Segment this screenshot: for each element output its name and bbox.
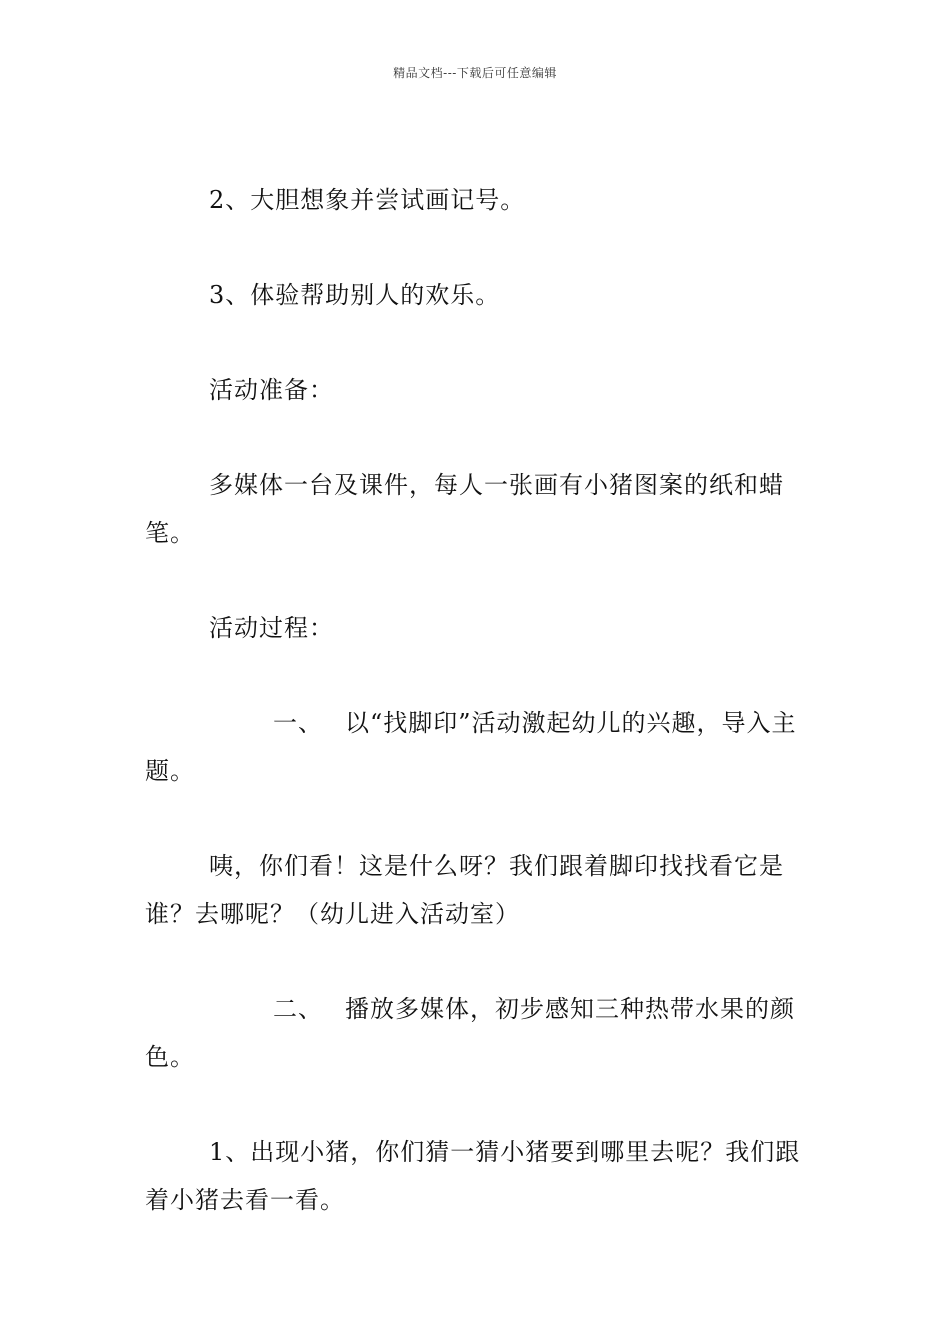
- paragraph-goal-3: 3、体验帮助别人的欢乐。: [209, 281, 501, 309]
- heading-activity-process: 活动过程：: [209, 614, 334, 642]
- section-one-text: 以“找脚印”活动激起幼儿的兴趣，导入主题。: [145, 709, 797, 785]
- section-two-number: 二、: [273, 995, 323, 1023]
- paragraph-step-1: 1、出现小猪，你们猜一猜小猪要到哪里去呢？我们跟着小猪去看一看。: [145, 1138, 801, 1214]
- heading-activity-preparation: 活动准备：: [209, 376, 334, 404]
- document-body: [145, 176, 810, 1271]
- page-header: 精品文档---下载后可任意编辑: [393, 66, 557, 80]
- paragraph-goal-2: 2、大胆想象并尝试画记号。: [209, 186, 526, 214]
- section-two: [145, 985, 810, 1081]
- section-one-number: 一、: [273, 709, 323, 737]
- section-one: [145, 699, 810, 795]
- section-two-text: 播放多媒体，初步感知三种热带水果的颜色。: [145, 995, 795, 1071]
- paragraph-footprints: 咦，你们看！这是什么呀？我们跟着脚印找找看它是谁？去哪呢？（幼儿进入活动室）: [145, 852, 784, 928]
- paragraph-materials: 多媒体一台及课件，每人一张画有小猪图案的纸和蜡笔。: [145, 471, 784, 547]
